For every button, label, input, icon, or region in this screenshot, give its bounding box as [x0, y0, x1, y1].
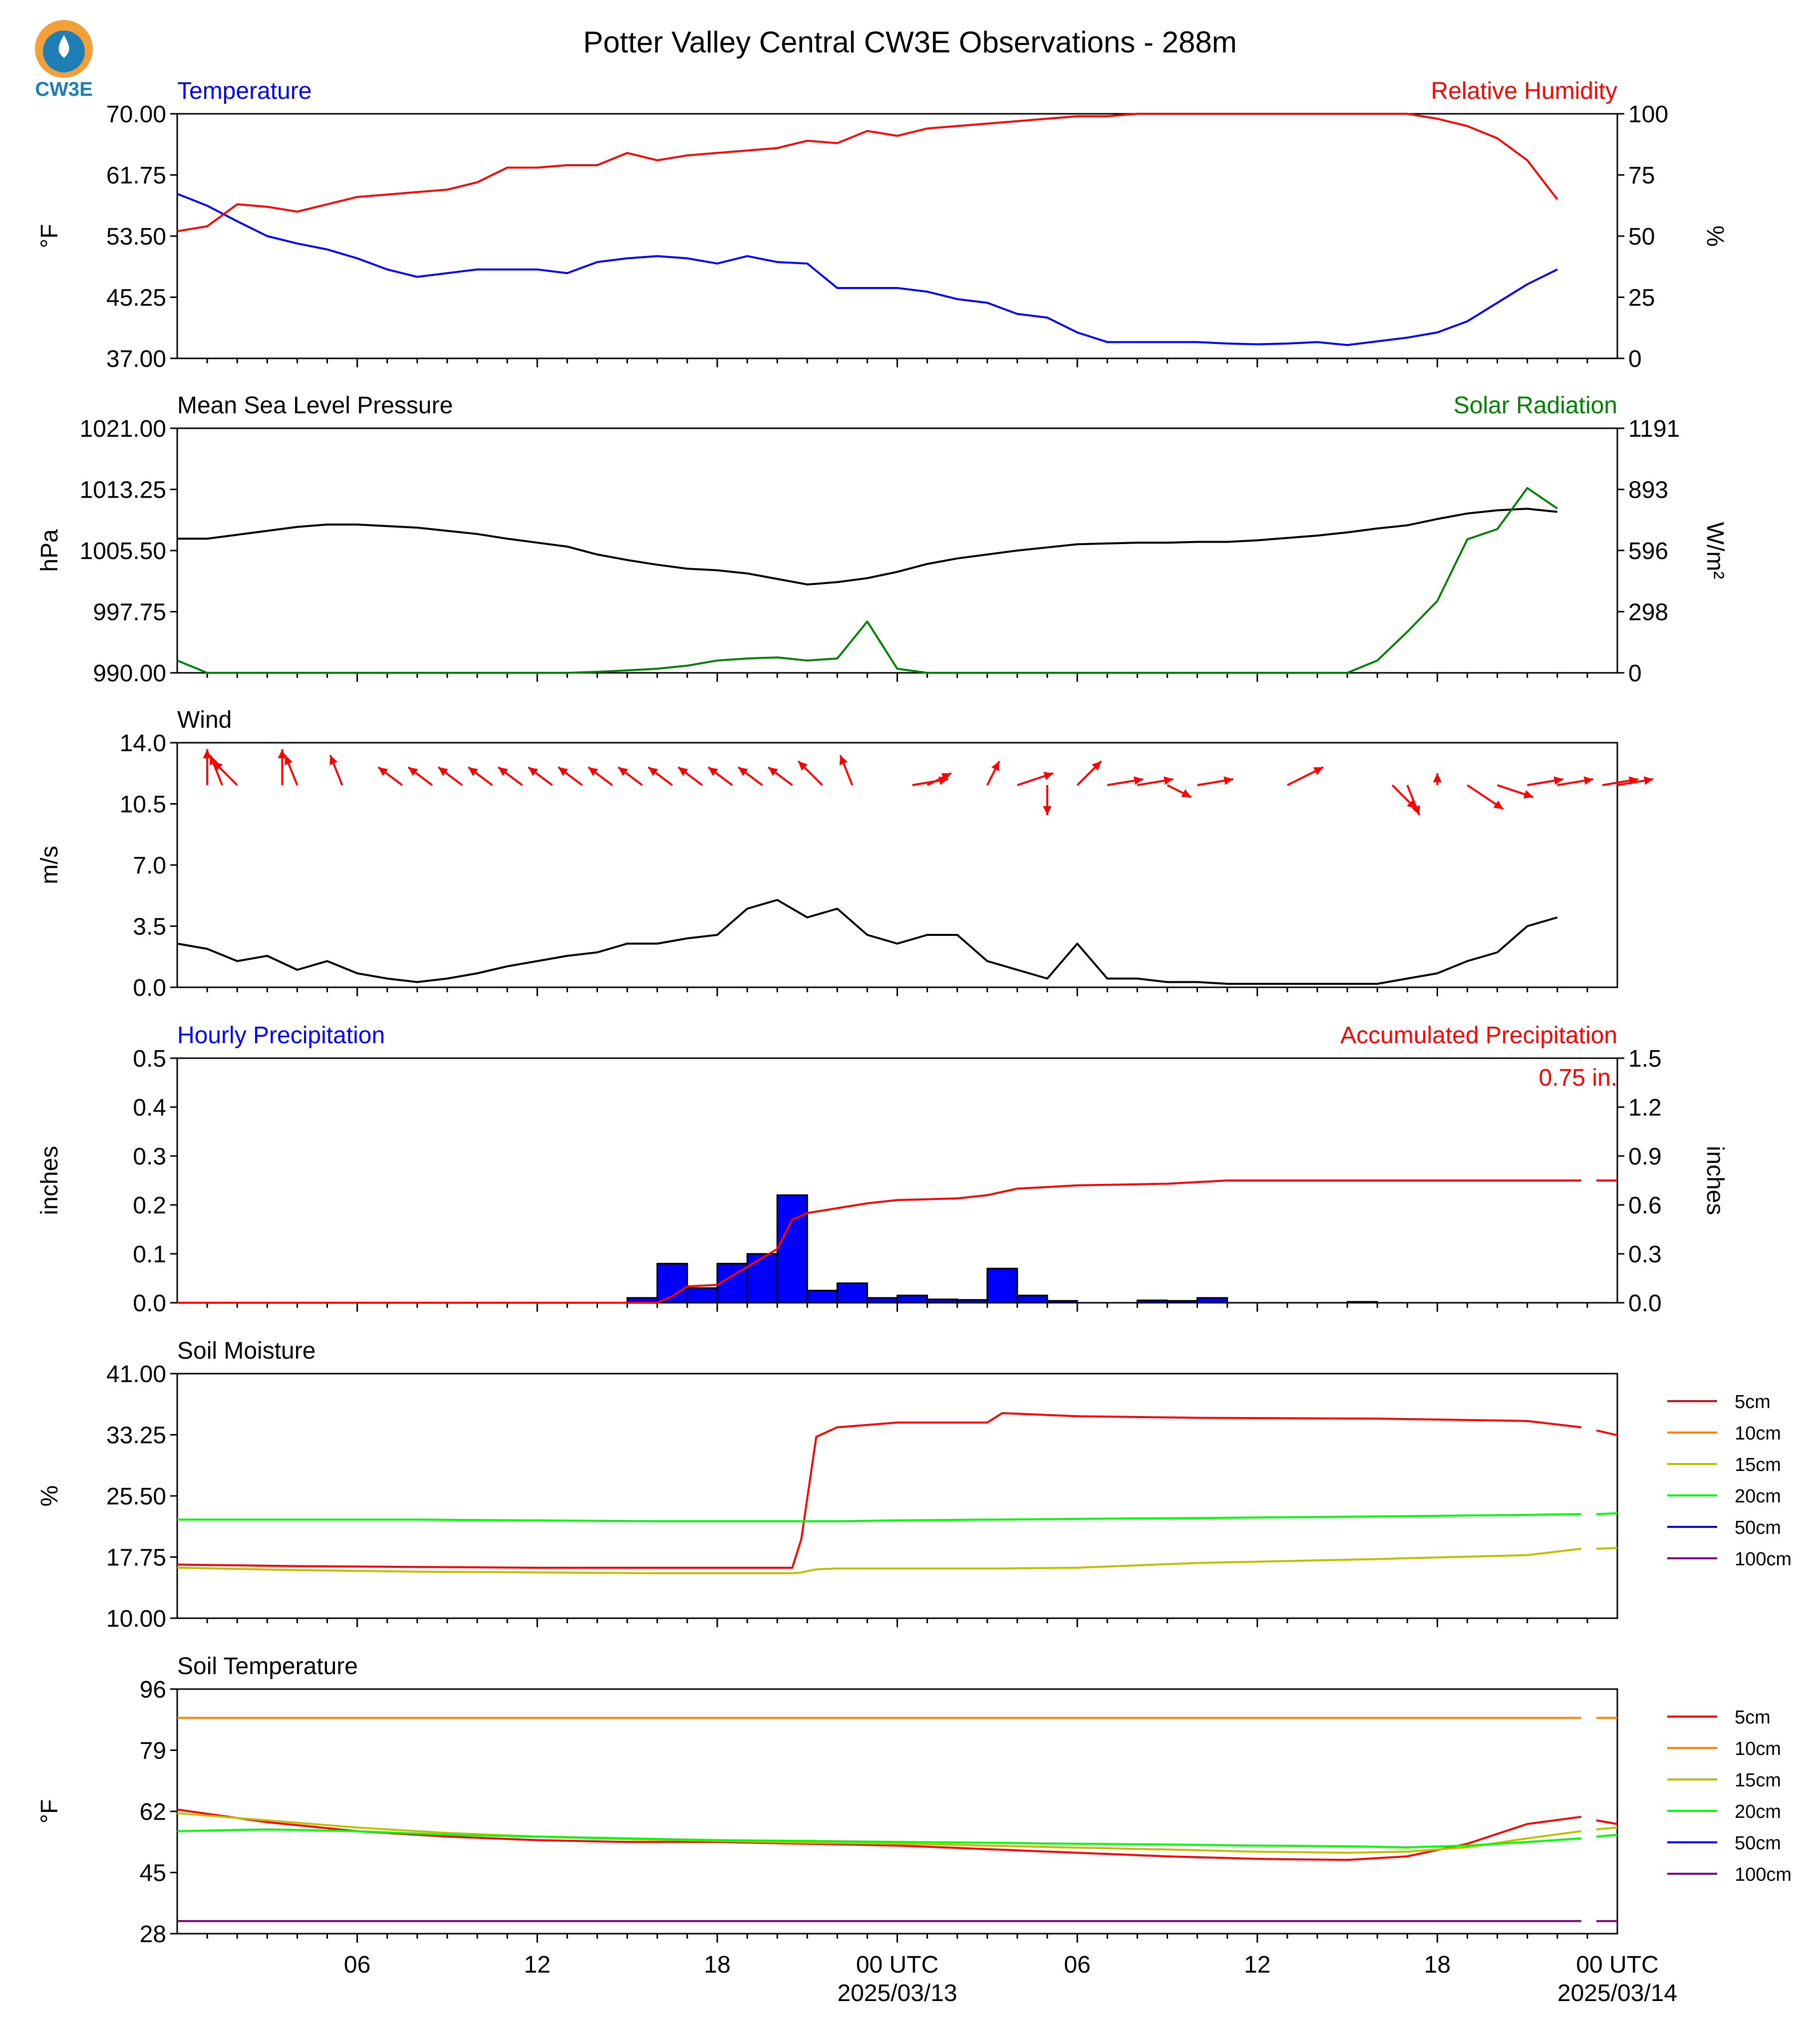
panel-title-right: Solar Radiation [1453, 392, 1617, 419]
y-tick-label: 10.5 [119, 791, 166, 818]
y-tick-label: 0.0 [133, 1290, 166, 1317]
series-line-mean-sea-level-pressure [177, 509, 1557, 584]
plot-frame [177, 1689, 1617, 1934]
wind-arrowhead-icon [438, 767, 448, 776]
panel-title-left: Soil Moisture [177, 1338, 316, 1364]
y-axis-right-label: W/m² [1702, 522, 1728, 579]
panel-2 [36, 392, 1728, 687]
x-tick-label: 00 UTC [1576, 1952, 1659, 1978]
series-line-15cm [1596, 1827, 1617, 1829]
wind-arrowhead-icon [589, 767, 599, 776]
precip-bar [987, 1268, 1017, 1303]
y-axis-label: inches [36, 1146, 63, 1215]
y-tick-label: 62 [139, 1799, 166, 1825]
y-tick-label: 96 [139, 1677, 166, 1703]
series-line-wind-speed [177, 900, 1557, 984]
precip-bar [1017, 1295, 1047, 1303]
wind-arrowhead-icon [1494, 801, 1504, 809]
wind-arrowhead-icon [1043, 772, 1053, 780]
y-tick-label: 17.75 [106, 1544, 166, 1571]
plot-frame [177, 1374, 1617, 1618]
wind-arrowhead-icon [378, 767, 388, 776]
y-tick-label: 14.0 [119, 730, 166, 757]
precip-bar [1047, 1301, 1077, 1303]
series-line-5cm [1596, 1431, 1617, 1435]
series-line-15cm [1596, 1548, 1617, 1549]
y-axis-label: °F [36, 1799, 63, 1824]
y-tick-label: 0.3 [133, 1144, 166, 1170]
precip-bar [1347, 1302, 1377, 1303]
panel-3 [36, 707, 1653, 1001]
wind-arrowhead-icon [768, 767, 778, 776]
wind-arrowhead-icon [678, 767, 688, 776]
y-tick-label: 3.5 [133, 913, 166, 940]
precip-bar [867, 1298, 897, 1303]
y-tick-label: 1013.25 [79, 477, 166, 504]
y-tick-right-label: 0.6 [1628, 1192, 1662, 1219]
y-tick-label: 1021.00 [79, 416, 166, 442]
legend-label: 15cm [1735, 1770, 1781, 1791]
panel-title-right: Accumulated Precipitation [1340, 1022, 1617, 1049]
legend-label: 5cm [1735, 1707, 1771, 1728]
wind-arrowhead-icon [1433, 773, 1442, 782]
panel-6 [36, 1653, 1792, 2007]
legend-label: 50cm [1735, 1833, 1781, 1854]
x-tick-label: 18 [1424, 1952, 1451, 1978]
y-tick-label: 41.00 [106, 1361, 166, 1388]
x-tick-label: 12 [1244, 1952, 1271, 1978]
y-axis-label: hPa [36, 529, 63, 572]
y-axis-label: m/s [36, 846, 63, 884]
legend-label: 20cm [1735, 1801, 1781, 1822]
wind-arrowhead-icon [618, 767, 628, 776]
wind-arrowhead-icon [558, 767, 568, 776]
series-line-5cm [1596, 1820, 1617, 1824]
y-tick-right-label: 75 [1628, 162, 1655, 189]
y-tick-label: 33.25 [106, 1422, 166, 1449]
precip-bar [687, 1288, 717, 1303]
y-tick-right-label: 298 [1628, 599, 1669, 626]
y-tick-right-label: 893 [1628, 477, 1669, 504]
precip-bar [957, 1300, 987, 1303]
y-tick-label: 61.75 [106, 162, 166, 189]
series-line-20cm [177, 1514, 1581, 1521]
y-tick-right-label: 596 [1628, 538, 1669, 565]
y-tick-label: 990.00 [93, 660, 166, 687]
y-tick-label: 997.75 [93, 599, 166, 626]
y-tick-label: 45.25 [106, 285, 166, 311]
y-tick-label: 70.00 [106, 101, 166, 128]
y-axis-label: % [36, 1485, 63, 1507]
y-tick-right-label: 0.0 [1628, 1290, 1662, 1317]
wind-arrowhead-icon [1223, 776, 1233, 785]
y-tick-label: 37.00 [106, 346, 166, 372]
series-line-20cm [1596, 1835, 1617, 1837]
precip-bar [1137, 1300, 1167, 1303]
legend-label: 10cm [1735, 1423, 1781, 1444]
x-tick-label: 06 [1064, 1952, 1091, 1978]
series-line-15cm [177, 1549, 1581, 1573]
panel-1 [36, 78, 1728, 372]
precip-bar [837, 1283, 867, 1303]
y-tick-right-label: 1.5 [1628, 1046, 1662, 1072]
y-tick-right-label: 0 [1628, 346, 1642, 372]
x-tick-label: 12 [524, 1952, 551, 1978]
x-tick-label: 18 [704, 1952, 731, 1978]
wind-arrowhead-icon [1584, 776, 1593, 785]
precip-bar [898, 1295, 927, 1303]
y-axis-right-label: inches [1702, 1146, 1728, 1215]
y-tick-label: 53.50 [106, 224, 166, 250]
wind-arrowhead-icon [1523, 790, 1533, 799]
panels [36, 78, 1792, 2007]
y-tick-right-label: 1191 [1628, 416, 1680, 442]
wind-arrowhead-icon [498, 767, 508, 776]
series-line-relative-humidity [177, 114, 1557, 231]
series-line-temperature [177, 194, 1557, 345]
x-tick-label: 00 UTC [856, 1952, 939, 1978]
y-tick-label: 45 [139, 1860, 166, 1887]
y-tick-label: 1005.50 [79, 538, 166, 565]
y-tick-right-label: 25 [1628, 285, 1655, 311]
y-tick-label: 0.1 [133, 1241, 166, 1268]
x-tick-label: 06 [343, 1952, 371, 1978]
wind-arrowhead-icon [1043, 806, 1051, 815]
x-date-label: 2025/03/13 [837, 1980, 957, 2007]
legend-label: 20cm [1735, 1486, 1781, 1507]
precip-bar [1198, 1298, 1227, 1303]
legend-label: 15cm [1735, 1454, 1781, 1475]
legend-label: 100cm [1735, 1864, 1792, 1885]
series-line-solar-radiation [177, 488, 1557, 673]
wind-arrowhead-icon [408, 767, 418, 776]
panel-title-left: Soil Temperature [177, 1653, 358, 1680]
x-date-label: 2025/03/14 [1557, 1980, 1678, 2007]
precip-bar [747, 1254, 777, 1303]
panel-4 [36, 1022, 1728, 1317]
precip-bar [927, 1299, 957, 1303]
y-tick-right-label: 0.3 [1628, 1241, 1662, 1268]
y-axis-label: °F [36, 224, 63, 249]
y-tick-label: 28 [139, 1921, 166, 1948]
legend-label: 50cm [1735, 1517, 1781, 1538]
wind-arrowhead-icon [708, 767, 718, 776]
y-tick-right-label: 0 [1628, 660, 1642, 687]
y-tick-label: 79 [139, 1738, 166, 1764]
y-tick-label: 10.00 [106, 1606, 166, 1632]
page-title: Potter Valley Central CW3E Observations - 288m [583, 25, 1237, 59]
series-line-5cm [177, 1413, 1581, 1568]
y-tick-right-label: 50 [1628, 224, 1655, 250]
panel-title-left: Hourly Precipitation [177, 1022, 385, 1049]
accumulated-total-label: 0.75 in. [1538, 1065, 1617, 1091]
y-tick-label: 0.4 [133, 1095, 166, 1121]
y-tick-label: 0.0 [133, 975, 166, 1001]
y-tick-right-label: 1.2 [1628, 1095, 1662, 1121]
plot-frame [177, 114, 1617, 358]
wind-arrowhead-icon [738, 767, 748, 776]
y-tick-label: 0.5 [133, 1046, 166, 1072]
legend-label: 5cm [1735, 1392, 1771, 1413]
panel-5 [36, 1338, 1792, 1632]
wind-arrowhead-icon [468, 767, 478, 776]
precip-bar [777, 1195, 807, 1303]
wind-arrowhead-icon [1164, 776, 1173, 785]
y-tick-right-label: 100 [1628, 101, 1669, 128]
legend-label: 100cm [1735, 1549, 1792, 1570]
panel-title-right: Relative Humidity [1431, 78, 1617, 104]
panel-title-left: Wind [177, 707, 232, 733]
wind-arrowhead-icon [1644, 776, 1653, 785]
series-line-20cm [1596, 1513, 1617, 1514]
wind-arrowhead-icon [648, 767, 658, 776]
wind-arrowhead-icon [528, 767, 538, 776]
y-tick-label: 7.0 [133, 853, 166, 879]
legend-label: 10cm [1735, 1738, 1781, 1759]
y-tick-label: 25.50 [106, 1483, 166, 1510]
precip-bar [807, 1291, 837, 1303]
precip-bar [1167, 1301, 1197, 1303]
cw3e-logo [35, 20, 93, 100]
logo-text: CW3E [35, 78, 93, 100]
panel-title-left: Temperature [177, 78, 312, 104]
y-tick-right-label: 0.9 [1628, 1144, 1662, 1170]
accumulated-line [177, 1180, 1581, 1303]
panel-title-left: Mean Sea Level Pressure [177, 392, 453, 419]
y-axis-right-label: % [1702, 225, 1728, 247]
y-tick-label: 0.2 [133, 1192, 166, 1219]
